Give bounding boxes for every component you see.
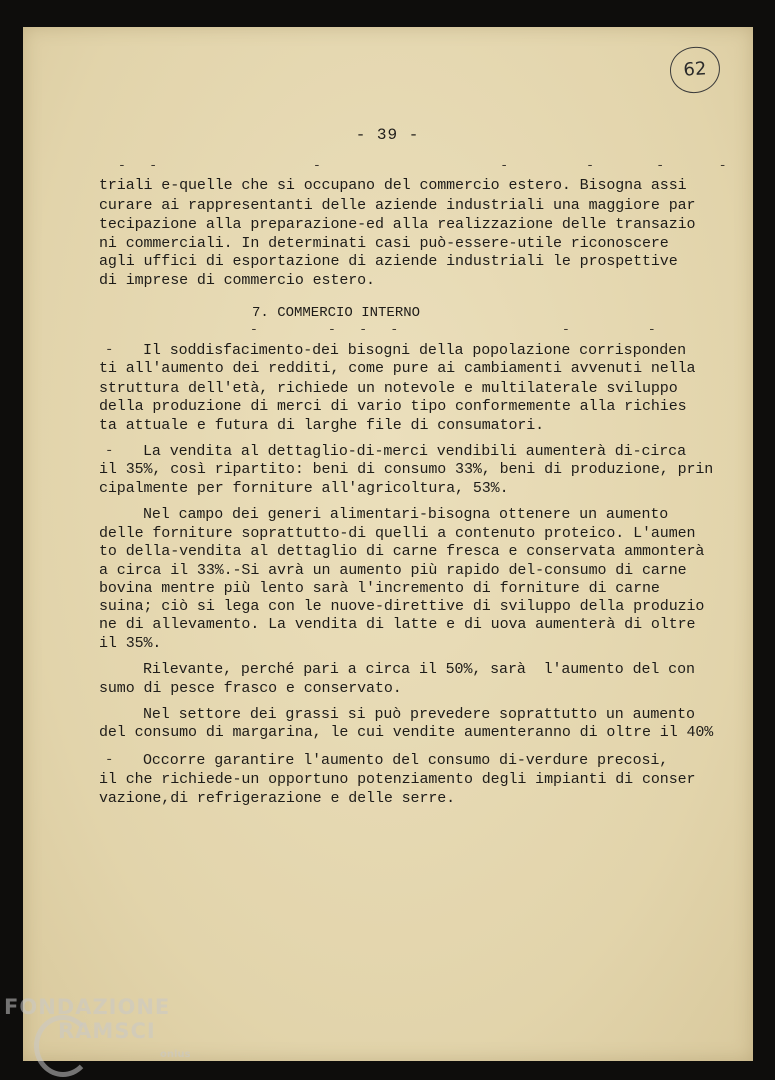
text-line: Nel campo dei generi alimentari-bisogna ottenere un aumento [143,506,669,523]
text-line: ti all'aumento dei redditi, come pure ai cambiamenti avvenuti nella [99,360,696,377]
archive-watermark [4,995,191,1060]
text-line: ta attuale e futura di larghe file di consumatori. [99,417,545,434]
text-line: cipalmente per forniture all'agricoltura, 53%. [99,480,509,497]
watermark-line1: FONDAZIONE [4,995,171,1019]
text-line: agli uffici di esportazione di aziende industriali le prospettive [99,253,678,270]
text-line: il 35%, così ripartito: beni di consumo 33%, beni di produzione, prin [99,461,714,478]
typed-dashes: - - - - - - [250,322,656,337]
text-line: suina; ciò si lega con le nuove-direttive di sviluppo della produzio [99,598,705,615]
section-heading: 7. COMMERCIO INTERNO [252,305,421,321]
text-line: tecipazione alla preparazione-ed alla realizzazione delle transazio [99,216,696,233]
text-line: curare ai rappresentanti delle aziende industriali una maggiore par [99,197,696,214]
text-line: delle forniture soprattutto-di quelli a contenuto proteico. L'aumen [99,525,696,542]
watermark-g-logo-icon [34,1015,92,1077]
text-line: to della-vendita al dettaglio di carne fresca e conservata ammonterà [99,543,705,560]
text-line: a circa il 33%.-Si avrà un aumento più rapido del-consumo di carne [99,562,687,579]
watermark-suffix: onlus [160,1049,191,1060]
archive-page-stamp: 62 [668,45,721,94]
text-line: vazione,di refrigerazione e delle serre. [99,790,456,807]
text-line: Il soddisfacimento-dei bisogni della popolazione corrisponden [143,342,686,359]
text-line: Rilevante, perché pari a circa il 50%, sarà l'aumento del con [143,661,695,678]
text-line: triali e-quelle che si occupano del commercio estero. Bisogna assi [99,177,687,194]
text-line: il che richiede-un opportuno potenziamento degli impianti di conser [99,771,696,788]
text-line: della produzione di merci di vario tipo conformemente alla richies [99,398,687,415]
page-number: - 39 - [355,126,420,144]
text-line: sumo di pesce frasco e conservato. [99,680,402,697]
text-line: La vendita al dettaglio-di-merci vendibili aumenterà di-circa [143,443,686,460]
margin-dash: - [105,443,114,459]
watermark-line2: RAMSCI [58,1019,156,1043]
margin-dash: - [105,752,114,768]
text-line: bovina mentre più lento sarà l'incremento di forniture di carne [99,580,660,597]
text-line: ne di allevamento. La vendita di latte e di uova aumenterà di oltre [99,616,696,633]
text-line: il 35%. [99,635,162,652]
text-line: del consumo di margarina, le cui vendite aumenteranno di oltre il 40% [99,724,714,741]
typed-dashes: - - - - - - - [118,158,727,173]
margin-dash: - [105,342,114,358]
text-line: Nel settore dei grassi si può prevedere soprattutto un aumento [143,706,695,723]
text-line: struttura dell'età, richiede un notevole e multilaterale sviluppo [99,380,678,397]
text-line: Occorre garantire l'aumento del consumo di-verdure precosi, [143,752,669,769]
text-line: di imprese di commercio estero. [99,272,375,289]
text-line: ni commerciali. In determinati casi può-essere-utile riconoscere [99,235,669,252]
